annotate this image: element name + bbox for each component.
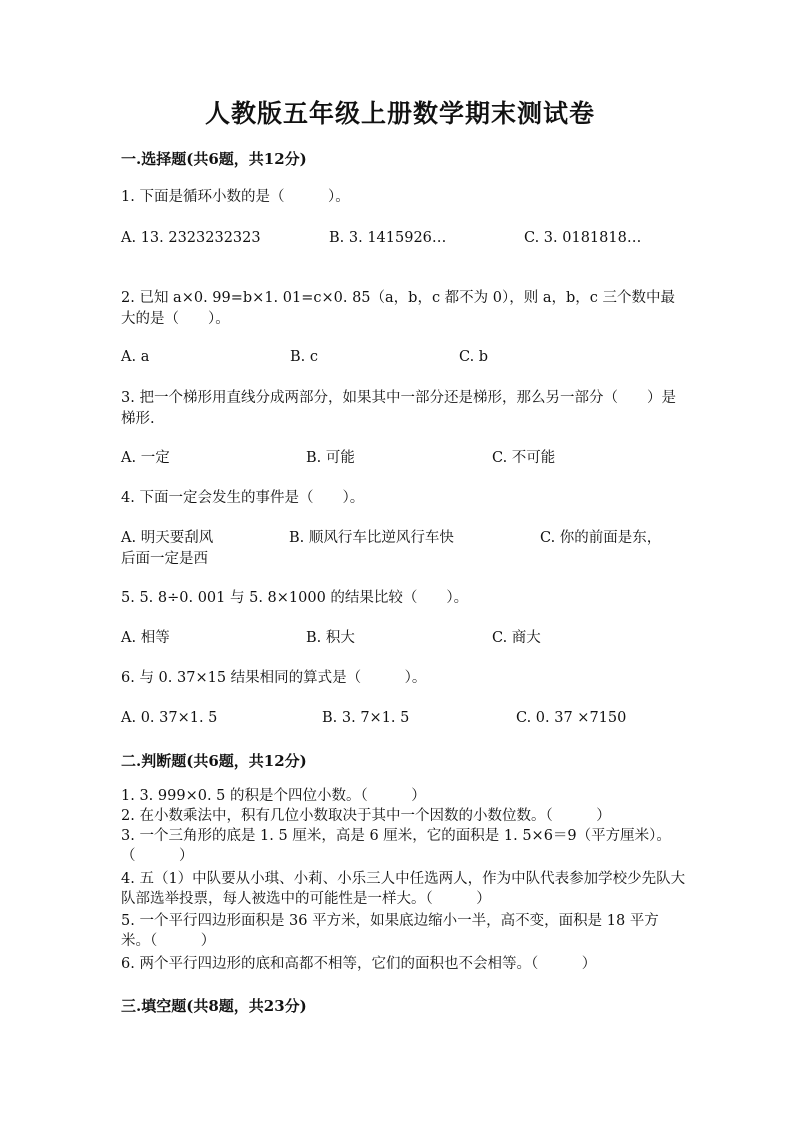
judge-statement-1: 1. 3. 999×0. 5 的积是个四位小数。（ ） (121, 788, 426, 804)
judge-statement-5: 5. 一个平行四边形面积是 36 平方米，如果底边缩小一半，高不变，面积是 18 平方米。（ ） (121, 913, 659, 949)
choice-4-option-a: A. 明天要刮风 (121, 530, 214, 546)
choice-2-option-b: B. c (290, 349, 318, 365)
choice-4-option-b: B. 顺风行车比逆风行车快 (289, 530, 454, 546)
section-fill-heading: 三.填空题(共8题，共23分) (121, 997, 307, 1015)
choice-5-option-a: A. 相等 (121, 630, 170, 646)
choice-question-6: 6. 与 0. 37×15 结果相同的算式是（ ）。 (121, 670, 427, 686)
choice-3-option-a: A. 一定 (121, 450, 170, 466)
choice-1-option-b: B. 3. 1415926… (329, 230, 447, 246)
choice-4-option-c: C. 你的前面是东， (540, 530, 662, 546)
section-judge-heading: 二.判断题(共6题，共12分) (121, 752, 307, 770)
choice-3-option-c: C. 不可能 (492, 450, 556, 466)
choice-question-2: 2. 已知 a×0. 99=b×1. 01=c×0. 85（a，b，c 都不为 0），则 a，b，c 三个数中最大的是（ ）。 (121, 290, 676, 327)
judge-statement-2: 2. 在小数乘法中，积有几位小数取决于其中一个因数的小数位数。（ ） (121, 808, 611, 824)
choice-4-option-c-continued: 后面一定是西 (121, 551, 208, 567)
judge-statement-6: 6. 两个平行四边形的底和高都不相等，它们的面积也不会相等。（ ） (121, 956, 597, 972)
section-choice-heading: 一.选择题(共6题，共12分) (121, 150, 307, 168)
choice-5-option-c: C. 商大 (492, 630, 541, 646)
choice-2-option-a: A. a (121, 349, 150, 365)
judge-statement-4: 4. 五（1）中队要从小琪、小莉、小乐三人中任选两人，作为中队代表参加学校少先队大队部选举投票，每人被选中的可能性是一样大。（ ） (121, 871, 686, 907)
choice-question-4: 4. 下面一定会发生的事件是（ ）。 (121, 490, 365, 506)
choice-6-option-c: C. 0. 37 ×7150 (516, 710, 627, 726)
choice-6-option-b: B. 3. 7×1. 5 (322, 710, 410, 726)
judge-statement-3: 3. 一个三角形的底是 1. 5 厘米，高是 6 厘米，它的面积是 1. 5×6＝9（平方厘米）。（ ） (121, 828, 671, 864)
choice-1-option-a: A. 13. 2323232323 (121, 230, 261, 246)
choice-6-option-a: A. 0. 37×1. 5 (121, 710, 218, 726)
choice-2-option-c: C. b (459, 349, 489, 365)
choice-5-option-b: B. 积大 (306, 630, 355, 646)
choice-3-option-b: B. 可能 (306, 450, 355, 466)
exam-title: 人教版五年级上册数学期末测试卷 (204, 99, 595, 128)
choice-question-3: 3. 把一个梯形用直线分成两部分，如果其中一部分还是梯形，那么另一部分（ ）是梯形. (121, 390, 676, 427)
choice-question-1: 1. 下面是循环小数的是（ ）。 (121, 189, 350, 205)
choice-question-5: 5. 5. 8÷0. 001 与 5. 8×1000 的结果比较（ ）。 (121, 590, 469, 606)
choice-1-option-c: C. 3. 0181818… (524, 230, 642, 246)
